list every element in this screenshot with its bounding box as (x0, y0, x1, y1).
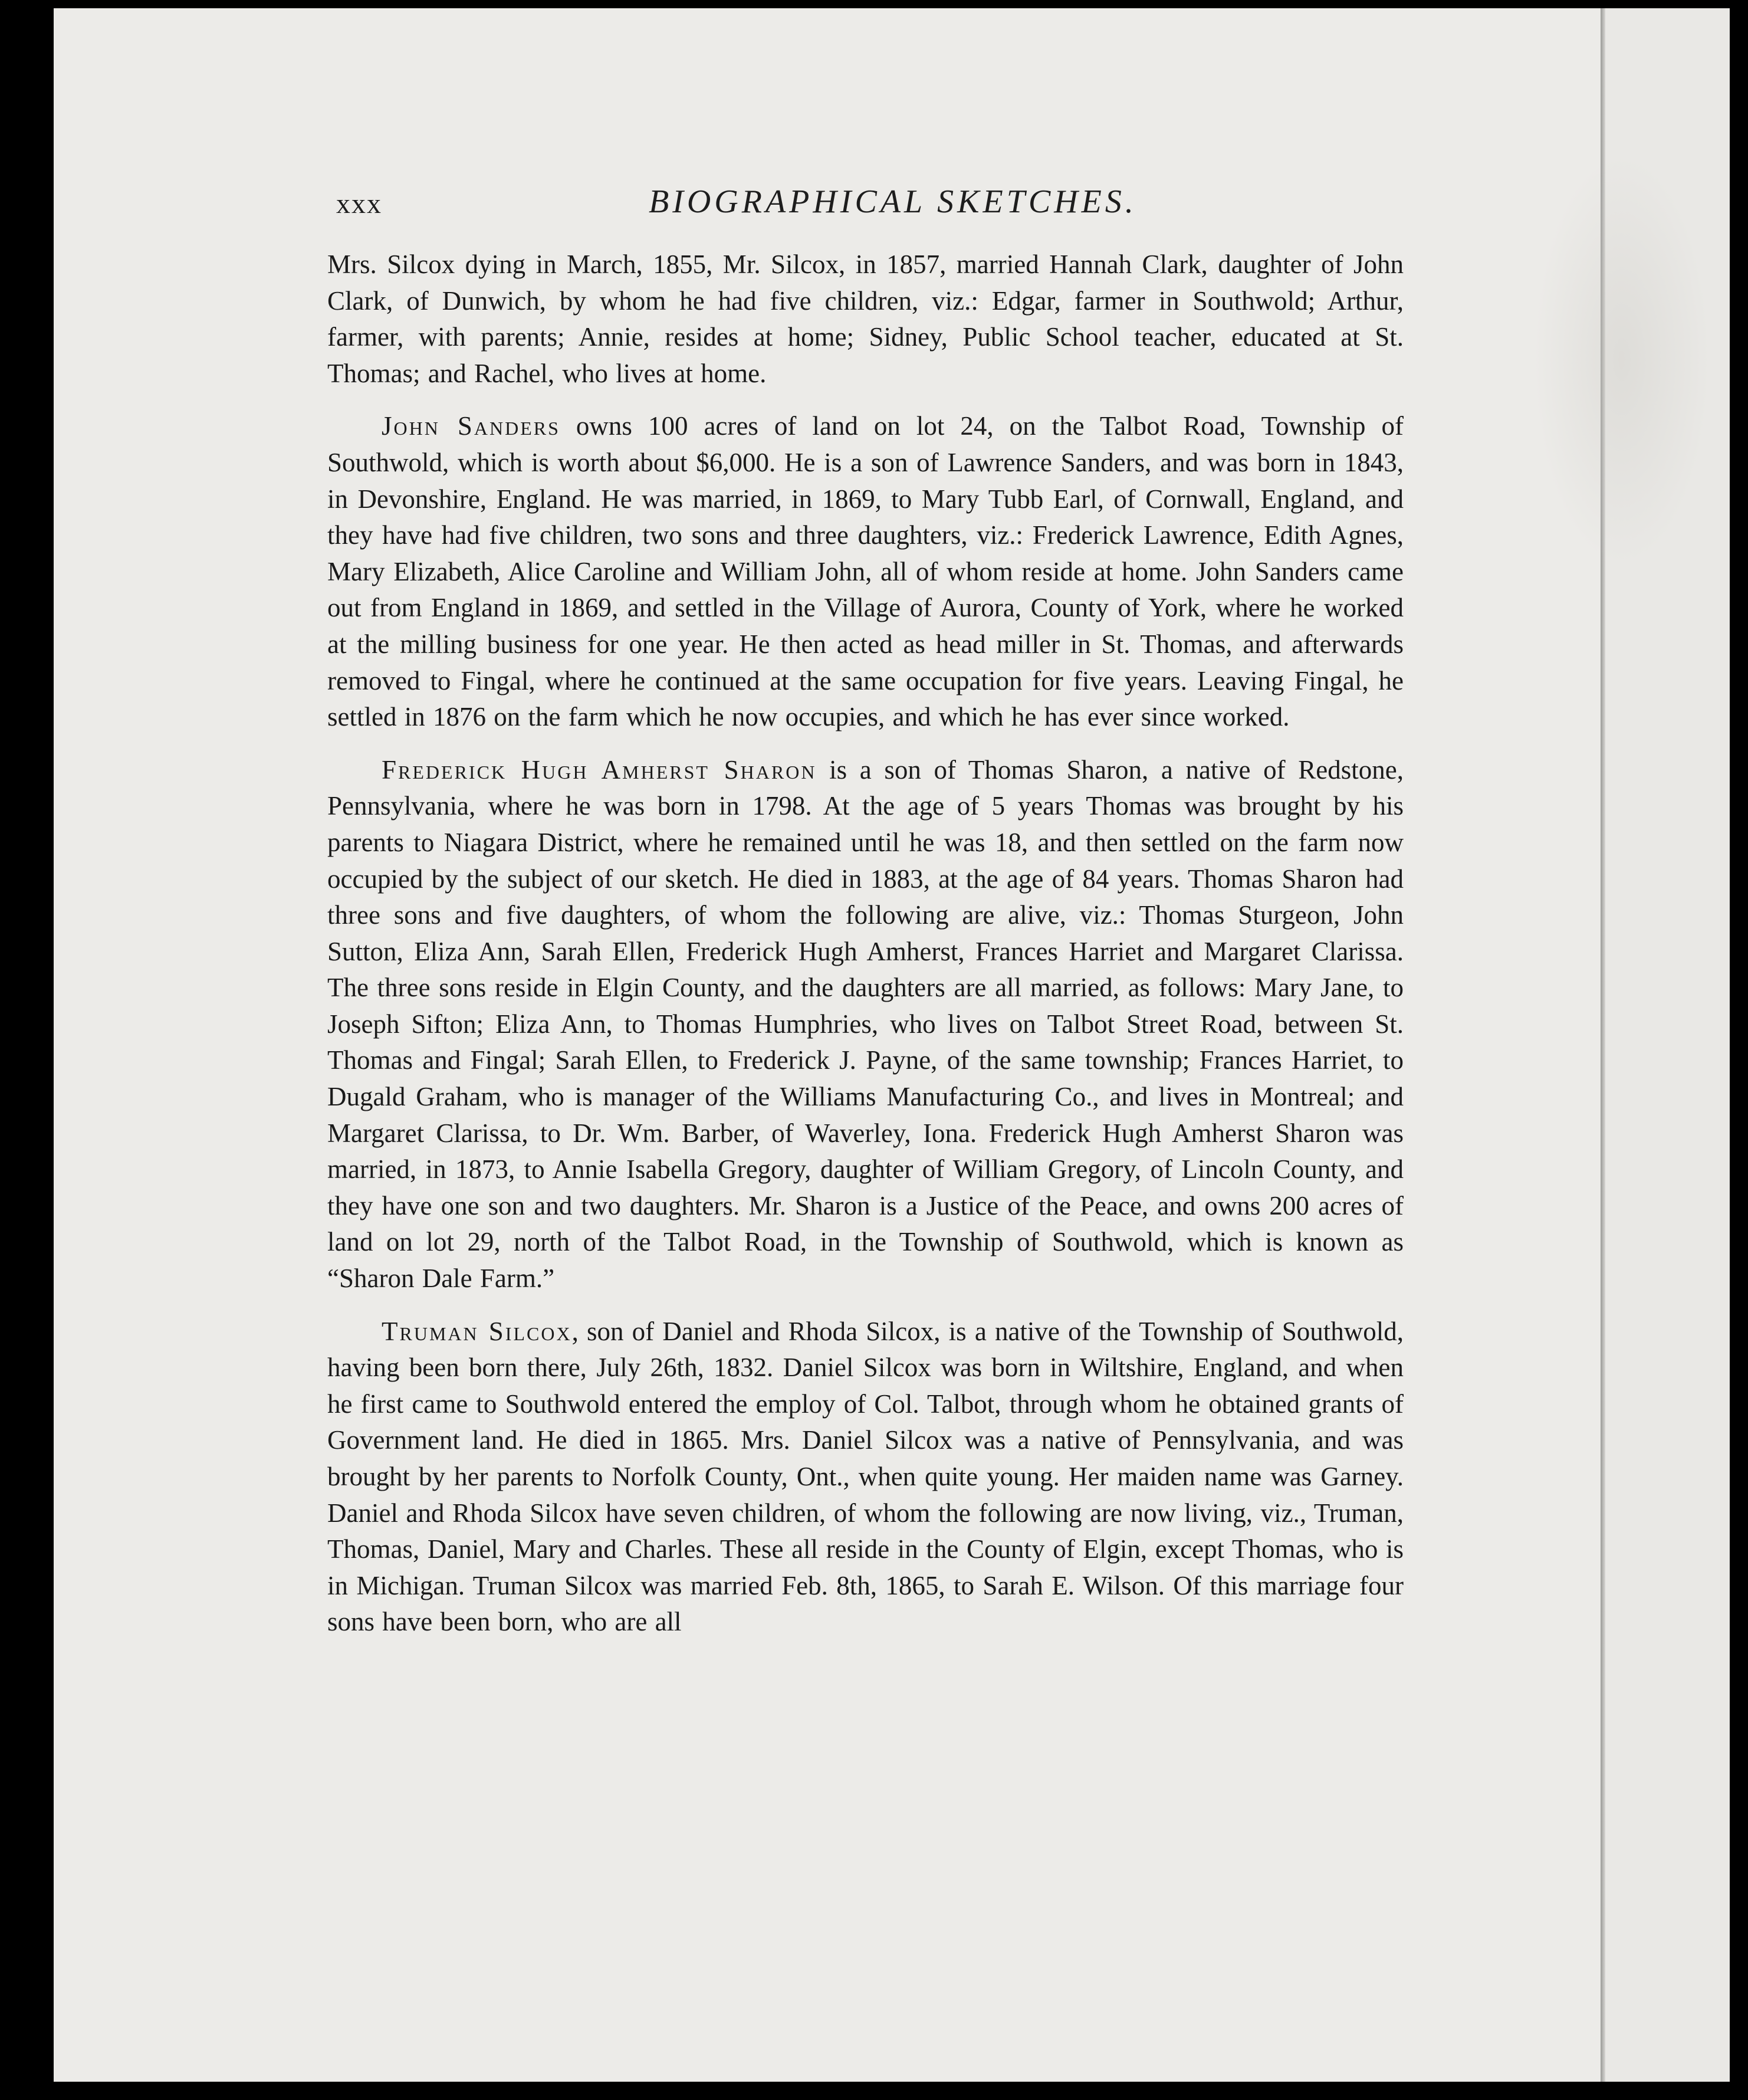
lead-name: John Sanders (382, 411, 560, 441)
running-head: BIOGRAPHICAL SKETCHES. (649, 183, 1137, 220)
body-text (327, 247, 1404, 1657)
paragraph-silcox-continued (327, 247, 1404, 392)
paragraph-john-sanders (327, 408, 1404, 735)
lead-name: Frederick Hugh Amherst Sharon (382, 754, 817, 785)
paragraph-text: , son of Daniel and Rhoda Silcox, is a native of the Township of Southwold, having been born there, July 26th, 1832. Daniel Silcox was born in Wiltshire, England, and when he first came to Southwold entered the employ of Col. Talbot, through whom he obtained grants of Government land. He died in 1865. Mrs. Daniel Silcox was a native of Pennsylvania, and was brought by her parents to Norfolk County, Ont., when quite young. Her maiden name was Garney. Daniel and Rhoda Silcox have seven children, of whom the following are now living, viz., Truman, Thomas, Daniel, Mary and Charles. These all reside in the County of Elgin, except Thomas, who is in Michigan. Truman Silcox was married Feb. 8th, 1865, to Sarah E. Wilson. Of this marriage four sons have been born, who are all (327, 1316, 1404, 1637)
paragraph-text: owns 100 acres of land on lot 24, on the Talbot Road, Township of Southwold, which is worth about $6,000. He is a son of Lawrence Sanders, and was born in 1843, in Devonshire, England. He was married, in 1869, to Mary Tubb Earl, of Cornwall, England, and they have had five children, two sons and three daughters, viz.: Frederick Lawrence, Edith Agnes, Mary Elizabeth, Alice Caroline and William John, all of whom reside at home. John Sanders came out from England in 1869, and settled in the Village of Aurora, County of York, where he worked at the milling business for one year. He then acted as head miller in St. Thomas, and afterwards removed to Fingal, where he continued at the same occupation for five years. Leaving Fingal, he settled in 1876 on the farm which he now occupies, and which he has ever since worked. (327, 411, 1404, 732)
paragraph-text: Mrs. Silcox dying in March, 1855, Mr. Silcox, in 1857, married Hannah Clark, daughter of John Clark, of Dunwich, by whom he had five children, viz.: Edgar, farmer in Southwold; Arthur, farmer, with parents; Annie, resides at home; Sidney, Public School teacher, educated at St. Thomas; and Rachel, who lives at home. (327, 250, 1404, 388)
paragraph-text: is a son of Thomas Sharon, a native of Redstone, Pennsylvania, where he was born in 1798. At the age of 5 years Thomas was brought by his parents to Niagara District, where he remained until he was 18, and then settled on the farm now occupied by the subject of our sketch. He died in 1883, at the age of 84 years. Thomas Sharon had three sons and five daughters, of whom the following are alive, viz.: Thomas Sturgeon, John Sutton, Eliza Ann, Sarah Ellen, Frederick Hugh Amherst, Frances Harriet and Margaret Clarissa. The three sons reside in Elgin County, and the daughters are all married, as follows: Mary Jane, to Joseph Sifton; Eliza Ann, to Thomas Humphries, who lives on Talbot Street Road, between St. Thomas and Fingal; Sarah Ellen, to Frederick J. Payne, of the same township; Frances Harriet, to Dugald Graham, who is manager of the Williams Manufacturing Co., and lives in Montreal; and Margaret Clarissa, to Dr. Wm. Barber, of Waverley, Iona. Frederick Hugh Amherst Sharon was married, in 1873, to Annie Isabella Gregory, daughter of William Gregory, of Lincoln County, and they have one son and two daughters. Mr. Sharon is a Justice of the Peace, and owns 200 acres of land on lot 29, north of the Talbot Road, in the Township of Southwold, which is known as “Sharon Dale Farm.” (327, 754, 1404, 1294)
lead-name: Truman Silcox (382, 1316, 572, 1346)
paragraph-frederick-sharon (327, 752, 1404, 1297)
paragraph-truman-silcox (327, 1314, 1404, 1640)
paper-stain (1533, 153, 1710, 566)
page-number: xxx (336, 188, 382, 219)
